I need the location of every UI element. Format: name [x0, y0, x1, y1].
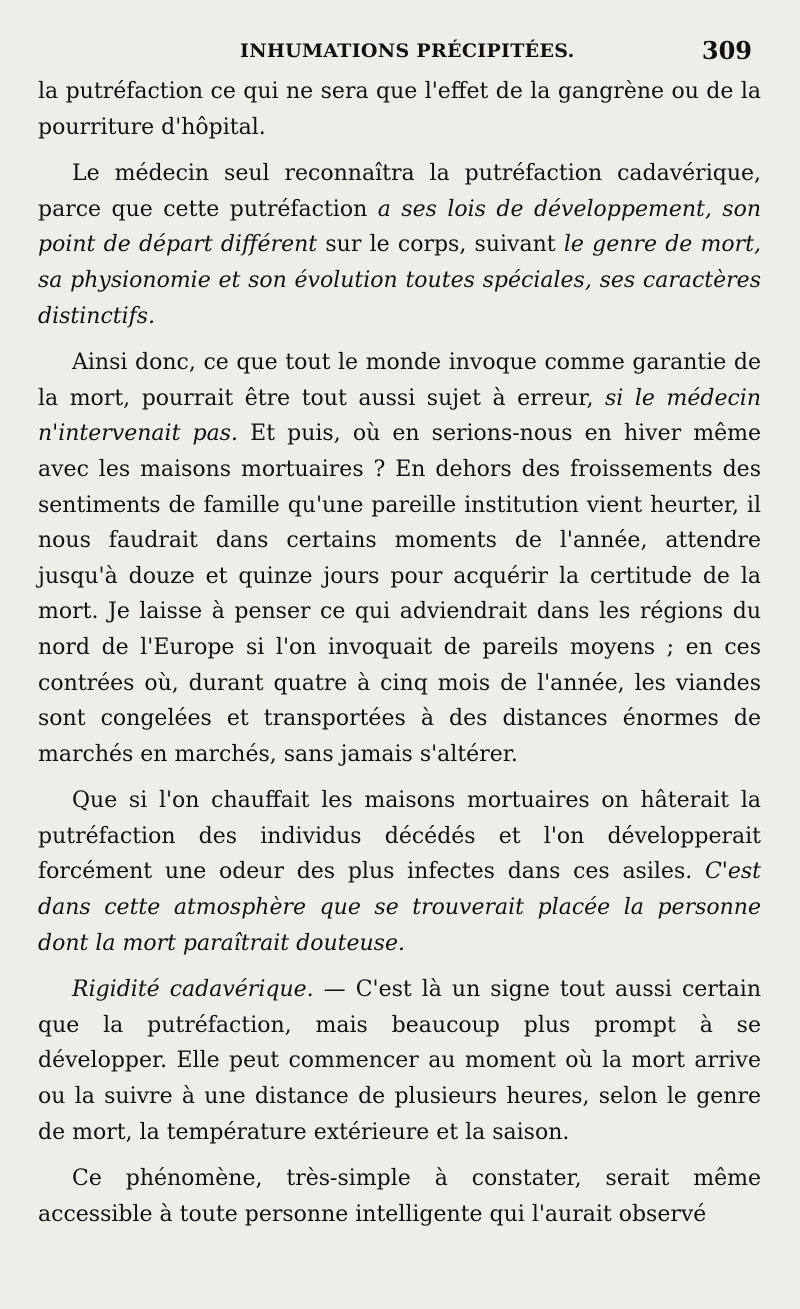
paragraph-3 [38, 345, 761, 772]
body-text [38, 74, 761, 1232]
italic-run: le genre de mort, sa physionomie et son évolution toutes spéciales, ses caractères distinctifs. [38, 232, 761, 329]
paragraph-1 [38, 74, 761, 145]
text-run: Que si l'on chauffait les maisons mortuaires on hâterait la putréfaction des individus décédés et l'on développerait forcément une odeur des plus infectes dans ces asiles. [38, 788, 761, 885]
italic-run: a ses lois de développement, son point de départ différent [38, 196, 762, 258]
italic-run: si le médecin n'intervenait pas. [38, 385, 761, 447]
text-run: Ce phénomène, très-simple à constater, serait même accessible à toute personne intelligente qui l'aurait observé [38, 1166, 761, 1227]
paragraph-4 [38, 783, 761, 961]
paragraph-2 [38, 156, 761, 334]
text-run: Ainsi donc, ce que tout le monde invoque comme garantie de la mort, pourrait être tout aussi sujet à erreur, [38, 350, 761, 411]
text-run: la putréfaction ce qui ne sera que l'effet de la gangrène ou de la pourriture d'hôpital. [38, 79, 761, 140]
text-run: Le médecin seul reconnaîtra la putréfaction cadavérique, parce que cette putréfaction [38, 161, 761, 222]
italic-run: C'est dans cette atmosphère que se trouverait placée la personne dont la mort paraîtrait douteuse. [38, 859, 761, 956]
text-run: — C'est là un signe tout aussi certain que la putréfaction, mais beaucoup plus prompt à se développer. Elle peut commencer au moment où la mort arrive ou la suivre à une distance de plusieurs heures, selon le genre de mort, la température extérieure et la saison. [38, 977, 761, 1145]
page-header [38, 36, 752, 66]
running-title: INHUMATIONS PRÉCIPITÉES. [240, 40, 575, 62]
text-run: sur le corps, suivant [317, 232, 564, 258]
paragraph-6 [38, 1161, 761, 1232]
paragraph-5 [38, 972, 761, 1150]
text-run: Et puis, où en serions-nous en hiver même avec les maisons mortuaires ? En dehors des froissements des sentiments de famille qu'une pareille institution vient heurter, il nous faudrait dans certains moments de l'année, attendre jusqu'à douze et quinze jours pour acquérir la certitude de la mort. Je laisse à penser ce qui adviendrait dans les régions du nord de l'Europe si l'on invoquait de pareils moyens ; en ces contrées où, durant quatre à cinq mois de l'année, les viandes sont congelées et transportées à des distances énormes de marchés en marchés, sans jamais s'altérer. [38, 421, 762, 767]
section-heading-italic: Rigidité cadavérique. [72, 977, 314, 1003]
page-number: 309 [701, 36, 752, 65]
